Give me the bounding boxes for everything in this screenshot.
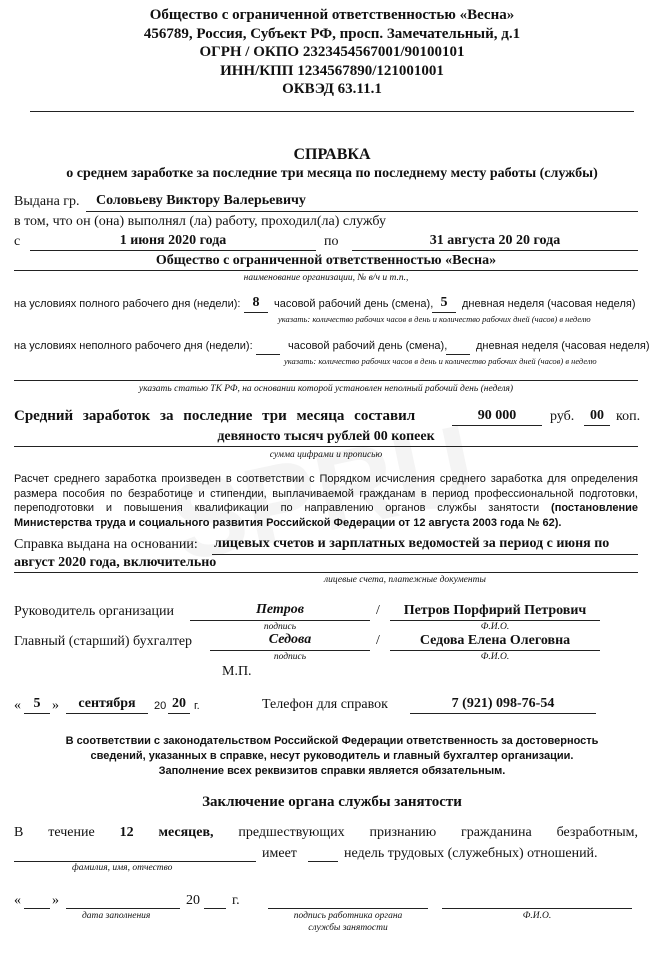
- date-month: сентября: [78, 696, 136, 711]
- parttime-hours-line: [256, 354, 280, 355]
- org-inn: ИНН/КПП 1234567890/121001001: [220, 63, 444, 79]
- head-slash: /: [376, 603, 380, 618]
- to-label: по: [324, 234, 339, 249]
- kop-label: коп.: [616, 409, 641, 424]
- notice-line-2: сведений, указанных в справке, несут руководитель и главный бухгалтер организации.: [90, 750, 574, 762]
- conclusion-sentence: [14, 825, 638, 841]
- date-day: 5: [33, 696, 41, 711]
- c-date-quote-close: »: [52, 893, 59, 908]
- c-date-year-prefix: 20: [186, 893, 200, 908]
- work-org: Общество с ограниченной ответственностью «Весна»: [155, 253, 497, 268]
- phone-line: [410, 713, 596, 714]
- head-name-line: [390, 620, 600, 621]
- acc-slash: /: [376, 633, 380, 648]
- issued-label: Выдана гр.: [14, 194, 80, 209]
- conclusion-fio-line: [14, 861, 256, 862]
- doc-subtitle: о среднем заработке за последние три месяца по последнему месту работы (службы): [66, 166, 598, 181]
- fulltime-hours-label: часовой рабочий день (смена),: [274, 298, 434, 310]
- doc-title: СПРАВКА: [293, 146, 371, 163]
- conclusion-title: Заключение органа службы занятости: [202, 794, 462, 810]
- parttime-caption: указать: количество рабочих часов в день и количество рабочих дней (часов) в неделю: [284, 356, 597, 366]
- has-label: имеет: [262, 846, 297, 861]
- word-months: месяцев,: [158, 825, 214, 840]
- from-label: с: [14, 234, 21, 249]
- salary-rub-line: [452, 425, 542, 426]
- org-caption: наименование организации, № в/ч и т.п.,: [243, 273, 409, 283]
- c-date-month-line: [66, 908, 180, 909]
- notice-line-1: В соответствии с законодательством Российской Федерации ответственность за достоверность: [65, 735, 599, 747]
- phone-label: Телефон для справок: [262, 697, 388, 712]
- basis-caption: лицевые счета, платежные документы: [324, 575, 486, 585]
- salary-kop-line: [584, 425, 610, 426]
- fulltime-caption: указать: количество рабочих часов в день и количество рабочих дней (часов) в неделю: [278, 314, 591, 324]
- date-year-prefix: 20: [154, 700, 167, 712]
- head-sign-caption: подпись: [263, 622, 297, 632]
- c-date-day-line: [24, 908, 50, 909]
- accountant-label: Главный (старший) бухгалтер: [14, 634, 193, 649]
- org-ogrn: ОГРН / ОКПО 2323454567001/90100101: [199, 44, 465, 60]
- head-label: Руководитель организации: [14, 604, 174, 619]
- article-caption: указать статью ТК РФ, на основании которой установлен неполный рабочий день (неделя): [138, 384, 514, 394]
- issued-name: Соловьеву Виктору Валерьевичу: [96, 193, 306, 208]
- phone-number: 7 (921) 098-76-54: [451, 696, 555, 711]
- org-address: 456789, Россия, Субъект РФ, просп. Замечательный, д.1: [143, 26, 521, 42]
- fulltime-hours-line: [244, 312, 268, 313]
- head-sign-line: [190, 620, 370, 621]
- basis-line-1: [212, 554, 638, 555]
- parttime-days-line: [446, 354, 470, 355]
- word-7: гражданина: [461, 825, 532, 840]
- header-divider: [30, 111, 634, 112]
- word-6: признанию: [369, 825, 437, 840]
- date-quote-open: «: [14, 698, 21, 713]
- c-date-year-suffix: г.: [232, 893, 240, 908]
- salary-words-line: [14, 446, 638, 447]
- c-sign-caption-2: службы занятости: [308, 923, 388, 933]
- fulltime-days-line: [432, 312, 456, 313]
- article-line: [14, 380, 638, 381]
- salary-words: девяносто тысяч рублей 00 копеек: [217, 429, 435, 444]
- basis-line-2: [14, 572, 638, 573]
- weeks-line: [308, 861, 338, 862]
- basis-value-1: лицевых счетов и зарплатных ведомостей за период с июня по: [214, 536, 610, 551]
- parttime-hours-label: часовой рабочий день (смена),: [288, 340, 448, 352]
- c-date-quote-open: «: [14, 893, 21, 908]
- issued-name-line: [86, 211, 638, 212]
- salary-kop: 00: [590, 408, 604, 423]
- acc-sign-caption: подпись: [273, 652, 307, 662]
- months-count: 12: [119, 825, 134, 840]
- acc-sign: Седова: [268, 632, 312, 647]
- c-sign-line: [268, 908, 428, 909]
- head-name-caption: Ф.И.О.: [480, 622, 510, 632]
- rub-label: руб.: [550, 409, 575, 424]
- salary-label: Средний заработок за последние три месяца составил: [14, 408, 416, 424]
- weeks-label: недель трудовых (служебных) отношений.: [344, 846, 598, 861]
- salary-caption: сумма цифрами и прописью: [269, 450, 383, 460]
- word-2: течение: [48, 825, 95, 840]
- from-line: [30, 250, 316, 251]
- date-day-line: [24, 713, 50, 714]
- c-sign-caption-1: подпись работника органа: [293, 911, 403, 921]
- head-sign: Петров: [255, 602, 305, 617]
- from-date: 1 июня 2020 года: [119, 233, 227, 248]
- acc-name-line: [390, 650, 600, 651]
- parttime-days-label: дневная неделя (часовая неделя): [476, 340, 650, 352]
- basis-value-2: август 2020 года, включительно: [14, 555, 217, 570]
- fulltime-days-label: дневная неделя (часовая неделя): [462, 298, 636, 310]
- c-date-year-line: [204, 908, 226, 909]
- work-statement: в том, что он (она) выполнял (ла) работу, проходил(ла) службу: [14, 214, 386, 229]
- org-line: [14, 270, 638, 271]
- date-year: 20: [172, 696, 186, 711]
- org-okved: ОКВЭД 63.11.1: [282, 81, 382, 97]
- fulltime-label: на условиях полного рабочего дня (недели):: [14, 298, 241, 310]
- notice-line-3: Заполнение всех реквизитов справки является обязательным.: [158, 765, 506, 777]
- calc-text: Расчет среднего заработка произведен в соответствии с Порядком исчисления среднего заработка для определения размера пособия по безработице и стипендии, выплачиваемой гражданам в период профессиональной подготовки, переподготовки и повышения квалификации по направлению органов службы занятости: [14, 473, 638, 514]
- salary-rub: 90 000: [477, 408, 517, 423]
- c-fio-caption: Ф.И.О.: [522, 911, 552, 921]
- calc-paragraph: [14, 472, 638, 530]
- fulltime-hours: 8: [252, 295, 260, 310]
- word-1: В: [14, 825, 24, 840]
- word-5: предшествующих: [238, 825, 345, 840]
- date-quote-close: »: [52, 698, 59, 713]
- c-date-caption: дата заполнения: [82, 911, 151, 921]
- acc-sign-line: [210, 650, 370, 651]
- calc-decree: (постановление Министерства труда и социального развития Российской Федерации от 12 августа 2003 года № 62).: [14, 502, 638, 529]
- conclusion-fio-caption: фамилия, имя, отчество: [72, 863, 173, 873]
- acc-name: Седова Елена Олеговна: [419, 633, 571, 648]
- c-fio-line: [442, 908, 632, 909]
- stamp-place: М.П.: [222, 664, 252, 679]
- parttime-label: на условиях неполного рабочего дня (недели):: [14, 340, 253, 352]
- to-line: [352, 250, 638, 251]
- date-year-suffix: г.: [194, 700, 200, 712]
- head-name: Петров Порфирий Петрович: [403, 603, 587, 618]
- acc-name-caption: Ф.И.О.: [480, 652, 510, 662]
- date-month-line: [66, 713, 148, 714]
- to-date: 31 августа 20 20 года: [429, 233, 561, 248]
- basis-label: Справка выдана на основании:: [14, 537, 198, 552]
- fulltime-days: 5: [440, 295, 448, 310]
- word-8: безработным,: [556, 825, 638, 840]
- org-name: Общество с ограниченной ответственностью «Весна»: [149, 7, 515, 23]
- date-year-line: [168, 713, 190, 714]
